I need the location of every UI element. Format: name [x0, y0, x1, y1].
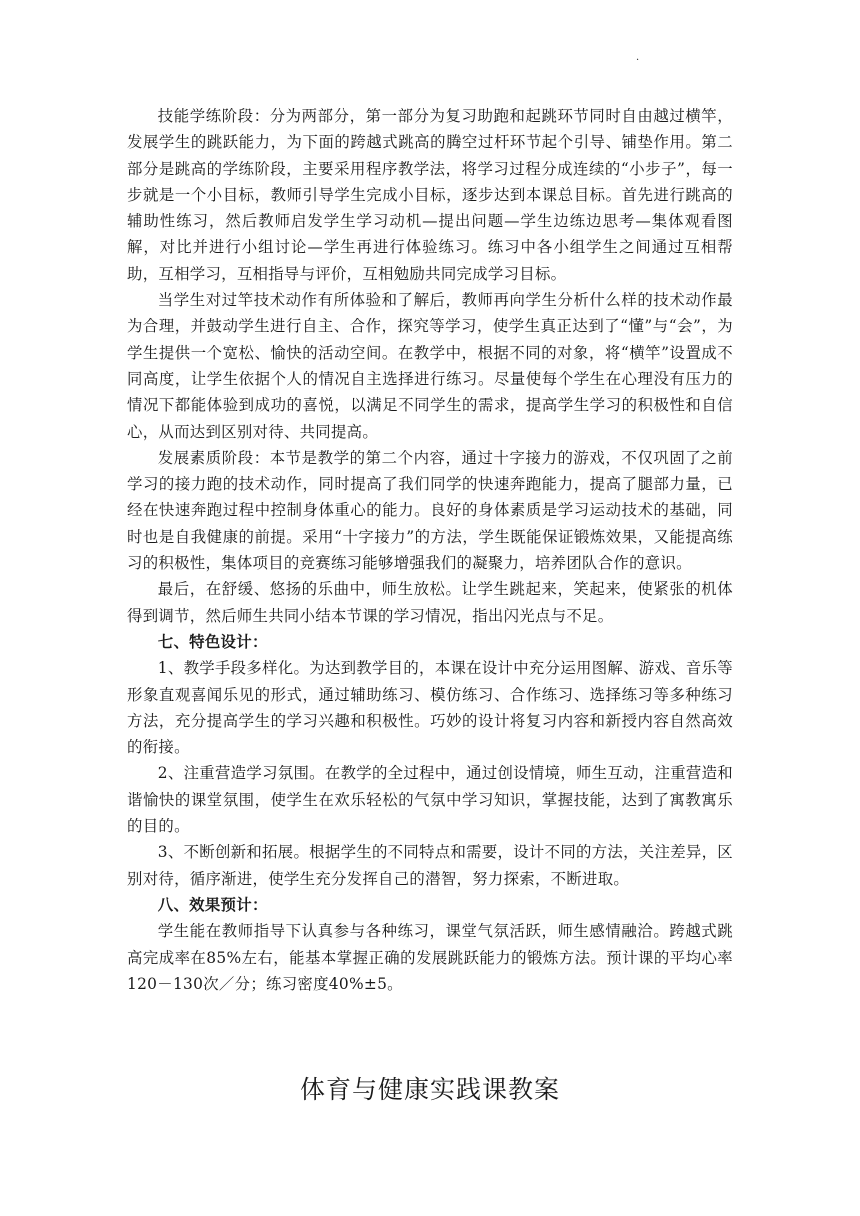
feature-item-2: 2、注重营造学习氛围。在教学的全过程中，通过创设情境，师生互动，注重营造和谐愉快的课堂氛围，使学生在欢乐轻松的气氛中学习知识，掌握技能，达到了寓教寓乐的目的。 — [127, 764, 733, 836]
next-document-title: 体育与健康实践课教案 — [299, 1075, 560, 1104]
paragraph-fitness-stage: 发展素质阶段：本节是教学的第二个内容，通过十字接力的游戏，不仅巩固了之前学习的接力跑的技术动作，同时提高了我们同学的快速奔跑能力，提高了腿部力量，已经在快速奔跑过程中控制身体重心的能力。良好的身体素质是学习运动技术的基础，同时也是自我健康的前提。采用“十字接力”的方法，学生既能保证锻炼效果，又能提高练习的积极性，集体项目的竞赛练习能够增强我们的凝聚力，培养团队合作的意识。 — [127, 448, 733, 573]
document-body — [127, 103, 733, 997]
paragraph-skill-stage-analysis: 当学生对过竿技术动作有所体验和了解后，教师再向学生分析什么样的技术动作最为合理，并鼓动学生进行自主、合作，探究等学习，使学生真正达到了“懂”与“会”，为学生提供一个宽松、愉快的活动空间。在教学中，根据不同的对象，将“横竿”设置成不同高度，让学生依据个人的情况自主选择进行练习。尽量使每个学生在心理没有压力的情况下都能体验到成功的喜悦，以满足不同学生的需求，提高学生学习的积极性和自信心，从而达到区别对待、共同提高。 — [127, 291, 733, 441]
heading-forecast: 八、效果预计： — [157, 895, 268, 914]
feature-item-1: 1、教学手段多样化。为达到教学目的，本课在设计中充分运用图解、游戏、音乐等形象直观喜闻乐见的形式，通过辅助练习、模仿练习、合作练习、选择练习等多种练习方法，充分提高学生的学习兴趣和积极性。巧妙的设计将复习内容和新授内容自然高效的衔接。 — [127, 659, 733, 757]
heading-features: 七、特色设计： — [157, 632, 268, 651]
paragraph-forecast: 学生能在教师指导下认真参与各种练习，课堂气氛活跃，师生感情融洽。跨越式跳高完成率在85%左右，能基本掌握正确的发展跳跃能力的锻炼方法。预计课的平均心率120－130次／分；练习密度40%±5。 — [127, 922, 733, 993]
paragraph-skill-stage: 技能学练阶段：分为两部分，第一部分为复习助跑和起跳环节同时自由越过横竿，发展学生的跳跃能力，为下面的跨越式跳高的腾空过杆环节起个引导、铺垫作用。第二部分是跳高的学练阶段，主要采用程序教学法，将学习过程分成连续的“小步子”，每一步就是一个小目标，教师引导学生完成小目标，逐步达到本课总目标。首先进行跳高的辅助性练习，然后教师启发学生学习动机—提出问题—学生边练边思考—集体观看图解，对比并进行小组讨论—学生再进行体验练习。练习中各小组学生之间通过互相帮助，互相学习，互相指导与评价，互相勉励共同完成学习目标。 — [127, 107, 733, 283]
paragraph-cooldown: 最后，在舒缓、悠扬的乐曲中，师生放松。让学生跳起来，笑起来，使紧张的机体得到调节，然后师生共同小结本节课的学习情况，指出闪光点与不足。 — [127, 580, 733, 625]
feature-item-3: 3、不断创新和拓展。根据学生的不同特点和需要，设计不同的方法，关注差异，区别对待，循序渐进，使学生充分发挥自己的潜智，努力探索，不断进取。 — [127, 843, 733, 888]
corner-mark: · — [636, 55, 640, 66]
